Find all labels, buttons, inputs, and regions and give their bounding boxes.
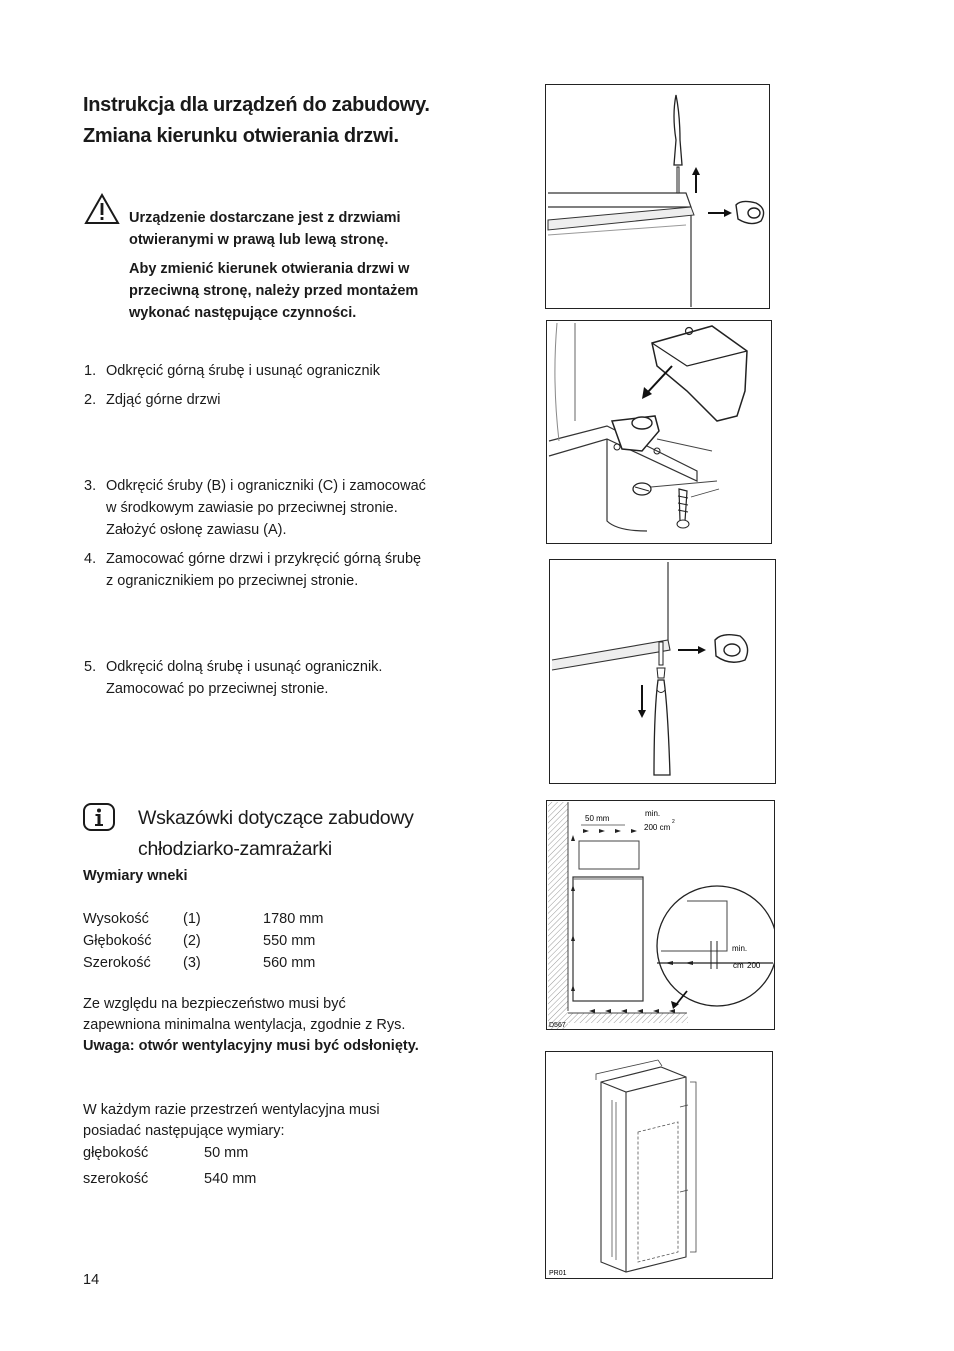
step-text: Odkręcić dolną śrubę i usunąć ogranicznik. xyxy=(106,659,383,675)
section-subtitle: Wymiary wneki xyxy=(83,868,188,884)
ventilation-paragraph xyxy=(83,994,419,1057)
info-icon xyxy=(82,802,116,832)
label-min2: min. xyxy=(732,944,748,953)
space-paragraph xyxy=(83,1100,380,1142)
step-text: Założyć osłonę zawiasu (A). xyxy=(106,522,287,538)
dimension-label: Szerokość xyxy=(83,955,151,971)
dimension-value: 1780 mm xyxy=(263,911,324,927)
step-text: w środkowym zawiasie po przeciwnej stronie. xyxy=(106,500,398,516)
title-line-1: Instrukcja dla urządzeń do zabudowy. xyxy=(83,94,430,116)
step-number: 2. xyxy=(84,392,97,408)
page-title xyxy=(83,90,430,152)
warning-line: wykonać następujące czynności. xyxy=(129,305,357,321)
step-number: 1. xyxy=(84,363,97,379)
page-number: 14 xyxy=(83,1272,100,1288)
step-4 xyxy=(84,548,484,592)
label-cm: cm xyxy=(733,961,744,970)
warning-line: Urządzenie dostarczane jest z drzwiami xyxy=(129,210,401,226)
figure-top-screw xyxy=(545,84,770,309)
warning-triangle-icon xyxy=(84,193,120,225)
warning-text xyxy=(129,207,418,324)
figure-code: D567 xyxy=(549,1022,566,1029)
step-text: Zdjąć górne drzwi xyxy=(106,392,221,408)
ventilation-line: Ze względu na bezpieczeństwo musi być xyxy=(83,996,346,1012)
step-text: Odkręcić śruby (B) i ograniczniki (C) i zamocować xyxy=(106,478,426,494)
dimension-ref: (1) xyxy=(183,911,201,927)
space-line: posiadać następujące wymiary: xyxy=(83,1123,285,1139)
warning-line: przeciwną stronę, należy przed montażem xyxy=(129,283,419,299)
dimension-value: 560 mm xyxy=(263,955,316,971)
dimension-value: 550 mm xyxy=(263,933,316,949)
step-text: Odkręcić górną śrubę i usunąć ogranicznik xyxy=(106,363,381,379)
dimension-row xyxy=(83,952,383,974)
step-number: 5. xyxy=(84,659,97,675)
dimension-ref: (3) xyxy=(183,955,201,971)
dimension-label: Głębokość xyxy=(83,933,152,949)
ventilation-line: zapewniona minimalna wentylacja, zgodnie z Rys. xyxy=(83,1017,406,1033)
space-dimension-label: głębokość xyxy=(83,1145,149,1161)
step-5 xyxy=(84,656,484,700)
warning-line: Aby zmienić kierunek otwierania drzwi w xyxy=(129,261,410,277)
label-min: min. xyxy=(645,809,661,818)
space-dimension-row xyxy=(83,1168,343,1194)
step-text: z ogranicznikiem po przeciwnej stronie. xyxy=(106,573,359,589)
figure-middle-hinge xyxy=(546,320,772,544)
label-sup: 2 xyxy=(672,819,675,825)
dimension-label: Wysokość xyxy=(83,911,149,927)
step-3 xyxy=(84,475,484,541)
step-1 xyxy=(84,360,484,382)
section-title-line: Wskazówki dotyczące zabudowy xyxy=(138,807,414,829)
title-line-2: Zmiana kierunku otwierania drzwi. xyxy=(83,125,399,147)
figure-code: PR01 xyxy=(549,1270,567,1277)
dimension-row xyxy=(83,908,383,930)
step-number: 4. xyxy=(84,551,97,567)
warning-line: otwieranymi w prawą lub lewą stronę. xyxy=(129,232,389,248)
figure-niche-dimensions xyxy=(545,1051,773,1279)
space-dimension-row xyxy=(83,1142,343,1168)
dimension-ref: (2) xyxy=(183,933,201,949)
section-title-line: chłodziarko-zamrażarki xyxy=(138,838,332,860)
dimensions-table xyxy=(83,908,383,974)
space-dimension-label: szerokość xyxy=(83,1171,149,1187)
figure-ventilation xyxy=(546,800,775,1030)
step-2 xyxy=(84,389,484,411)
step-number: 3. xyxy=(84,478,97,494)
label-200b: 200 xyxy=(747,961,761,970)
step-text: Zamocować po przeciwnej stronie. xyxy=(106,681,329,697)
ventilation-warning: Uwaga: otwór wentylacyjny musi być odsłonięty. xyxy=(83,1038,419,1054)
space-dimension-value: 50 mm xyxy=(204,1145,249,1161)
space-dimension-value: 540 mm xyxy=(204,1171,257,1187)
label-200cm: 200 cm xyxy=(644,823,671,832)
dimension-row xyxy=(83,930,383,952)
space-line: W każdym razie przestrzeń wentylacyjna musi xyxy=(83,1102,380,1118)
step-text: Zamocować górne drzwi i przykręcić górną śrubę xyxy=(106,551,422,567)
figure-bottom-screw xyxy=(549,559,776,784)
label-50mm: 50 mm xyxy=(585,814,610,823)
section-title xyxy=(138,803,414,865)
space-dimensions xyxy=(83,1142,343,1194)
